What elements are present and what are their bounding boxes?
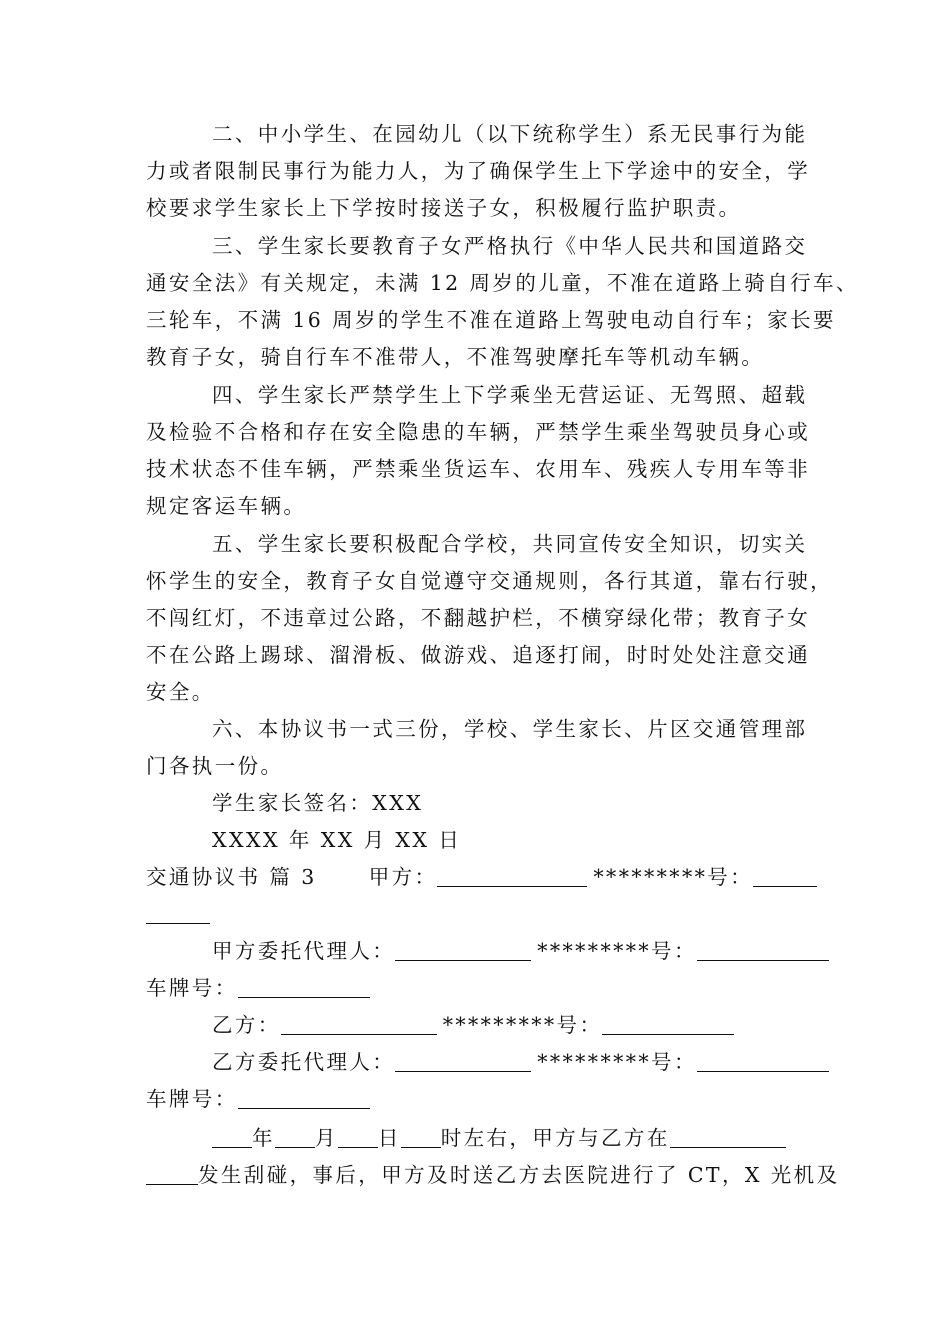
- agent-b-plate-row: [146, 1081, 826, 1118]
- clause-4-line-4: 规定客运车辆。: [146, 494, 307, 518]
- plate-label-b: 车牌号：: [146, 1087, 238, 1111]
- party-b-id-blank[interactable]: [602, 1012, 734, 1035]
- clause-3-line-4: 教育子女，骑自行车不准带人，不准驾驶摩托车等机动车辆。: [146, 345, 765, 369]
- agent-a-id-blank[interactable]: [697, 938, 829, 961]
- party-a-id-blank-cont[interactable]: [146, 901, 210, 924]
- clause-2-line-2: 力或者限制民事行为能力人，为了确保学生上下学途中的安全，学: [146, 159, 811, 183]
- agent-b-id-blank[interactable]: [697, 1049, 829, 1072]
- month-blank[interactable]: [275, 1125, 315, 1148]
- clause-3-line-3: 三轮车，不满 16 周岁的学生不准在道路上驾驶电动自行车；家长要: [146, 308, 836, 332]
- signature-date: XXXX 年 XX 月 XX 日: [212, 828, 462, 852]
- agent-a-id-label: *********号：: [537, 939, 697, 963]
- accident-description-row: [146, 1157, 840, 1194]
- month-label: 月: [314, 1126, 338, 1150]
- agent-b-id-label: *********号：: [537, 1050, 697, 1074]
- day-blank[interactable]: [338, 1125, 378, 1148]
- plate-label-a: 车牌号：: [146, 976, 238, 1000]
- year-blank[interactable]: [212, 1125, 252, 1148]
- clause-4-line-3: 技术状态不佳车辆，严禁乘坐货运车、农用车、残疾人专用车等非: [146, 457, 811, 481]
- clause-5-line-1: 五、学生家长要积极配合学校，共同宣传安全知识，切实关: [212, 532, 808, 556]
- accident-text: 发生刮碰，事后，甲方及时送乙方去医院进行了 CT，X 光机及: [198, 1163, 840, 1187]
- section-3-party-a-row: [146, 859, 826, 896]
- party-a-id-continuation: [146, 896, 826, 933]
- clause-5-line-2: 怀学生的安全，教育子女自觉遵守交通规则，各行其道，靠右行驶，: [146, 569, 833, 593]
- clause-5-line-5: 安全。: [146, 680, 215, 704]
- clause-5-line-4: 不在公路上踢球、溜滑板、做游戏、追逐打闹，时时处处注意交通: [146, 643, 811, 667]
- parent-signature: 学生家长签名：XXX: [212, 791, 424, 815]
- clause-5-line-3: 不闯红灯，不违章过公路，不翻越护栏，不横穿绿化带；教育子女: [146, 606, 811, 630]
- clause-4-line-1: 四、学生家长严禁学生上下学乘坐无营运证、无驾照、超载: [212, 383, 808, 407]
- party-b-label: 乙方：: [212, 1013, 281, 1037]
- clause-6-line-2: 门各执一份。: [146, 754, 284, 778]
- party-a-id-label: *********号：: [593, 865, 754, 889]
- clause-2-line-1: 二、中小学生、在园幼儿（以下统称学生）系无民事行为能: [212, 122, 808, 146]
- party-b-blank[interactable]: [281, 1012, 437, 1035]
- agent-a-plate-row: [146, 970, 826, 1007]
- hour-blank[interactable]: [401, 1125, 441, 1148]
- hour-text: 时左右，甲方与乙方在: [440, 1126, 670, 1150]
- party-a-label: 甲方：: [368, 865, 438, 889]
- agent-b-label: 乙方委托代理人：: [212, 1050, 396, 1074]
- party-a-id-blank[interactable]: [753, 864, 817, 887]
- plate-a-blank[interactable]: [238, 975, 370, 998]
- location-blank-cont[interactable]: [146, 1162, 198, 1185]
- location-blank[interactable]: [670, 1125, 786, 1148]
- clause-4-line-2: 及检验不合格和存在安全隐患的车辆，严禁学生乘坐驾驶员身心或: [146, 420, 811, 444]
- accident-date-row: [212, 1120, 826, 1157]
- clause-2-line-3: 校要求学生家长上下学按时接送子女，积极履行监护职责。: [146, 196, 742, 220]
- party-b-row: [212, 1007, 826, 1044]
- clause-3-line-2: 通安全法》有关规定，未满 12 周岁的儿童，不准在道路上骑自行车、: [146, 271, 859, 295]
- agent-b-blank[interactable]: [395, 1049, 531, 1072]
- agent-b-row: [212, 1044, 826, 1081]
- day-label: 日: [377, 1126, 401, 1150]
- clause-3-line-1: 三、学生家长要教育子女严格执行《中华人民共和国道路交: [212, 234, 808, 258]
- agent-a-blank[interactable]: [395, 938, 531, 961]
- year-label: 年: [252, 1126, 275, 1150]
- agent-a-label: 甲方委托代理人：: [212, 939, 396, 963]
- plate-b-blank[interactable]: [238, 1086, 370, 1109]
- section-3-title: 交通协议书 篇 3: [146, 865, 317, 889]
- party-b-id-label: *********号：: [442, 1013, 603, 1037]
- agent-a-row: [212, 933, 826, 970]
- clause-6-line-1: 六、本协议书一式三份，学校、学生家长、片区交通管理部: [212, 717, 808, 741]
- party-a-blank[interactable]: [437, 864, 587, 887]
